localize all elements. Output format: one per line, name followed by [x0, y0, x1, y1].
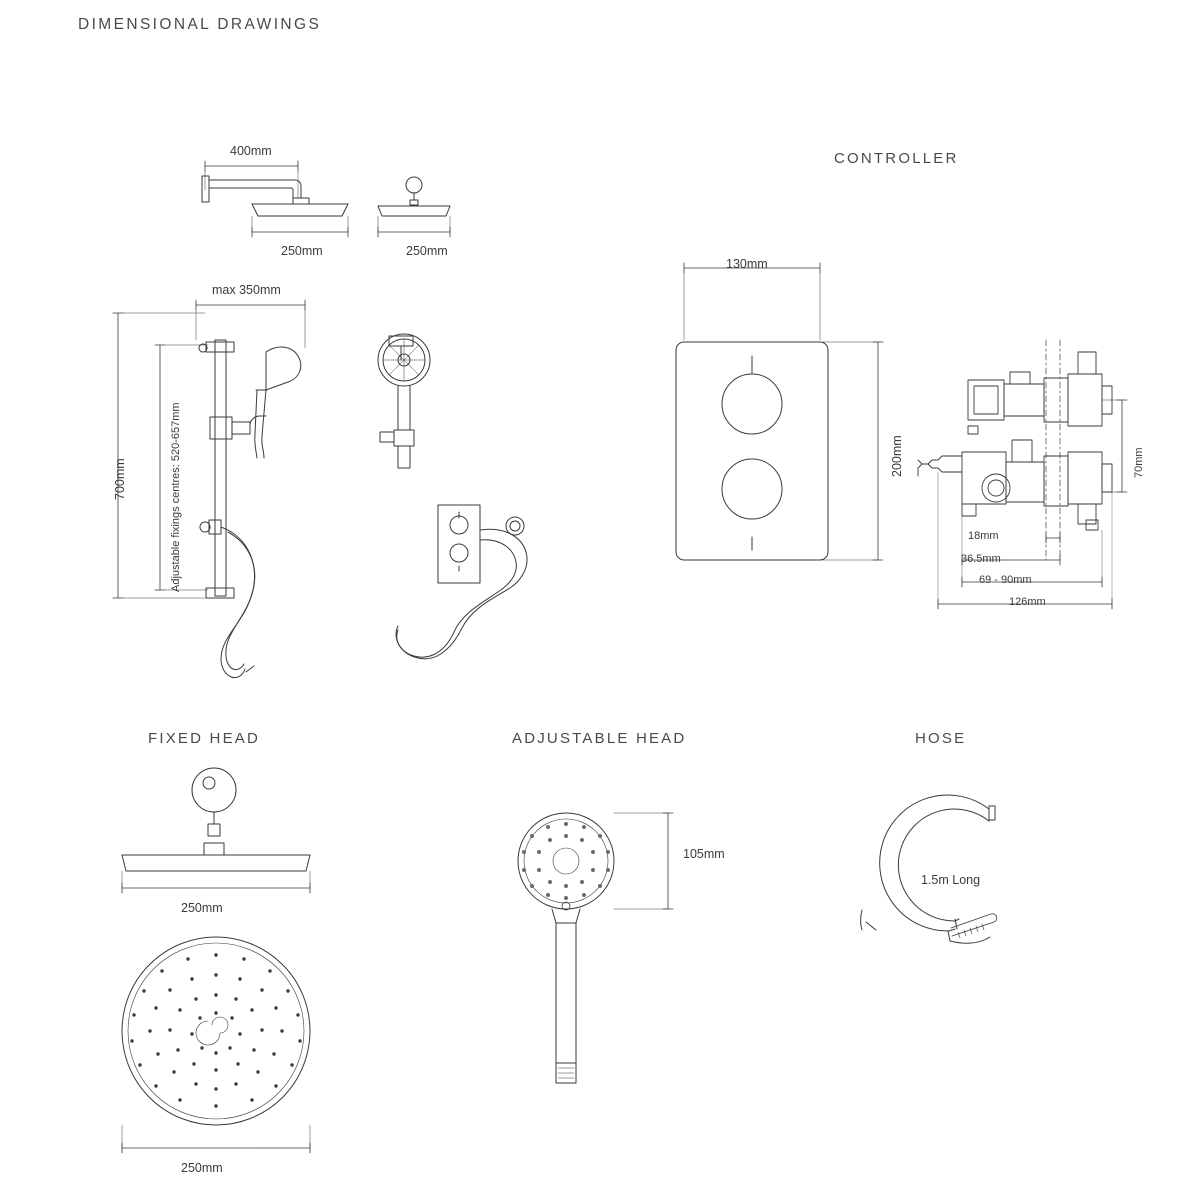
dim-handset-length: 105mm	[683, 847, 725, 861]
dim-rail-height: 700mm	[113, 458, 127, 500]
dim-valve-365: 36.5mm	[961, 553, 1001, 565]
dim-fixed-head-plate-width: 250mm	[181, 901, 223, 915]
dim-hose-length: 1.5m Long	[921, 873, 981, 887]
drawing-adjustable-head	[518, 813, 673, 1083]
dim-fixed-head-face-width: 250mm	[181, 1161, 223, 1175]
drawing-fixed-head-front	[122, 768, 310, 1153]
dim-fixed-head-width-top2: 250mm	[406, 244, 448, 258]
page-title: DIMENSIONAL DRAWINGS	[78, 16, 322, 33]
drawing-wall-arm	[202, 161, 348, 237]
dim-fixed-head-width-top: 250mm	[281, 244, 323, 258]
dim-rail-fixings: Adjustable fixings centres: 520-657mm	[170, 402, 182, 592]
dim-rail-max: max 350mm	[212, 283, 281, 297]
dim-controller-width: 130mm	[726, 257, 768, 271]
drawing-valve-body	[918, 340, 1127, 609]
drawing-controller-plate	[676, 263, 883, 560]
section-label-hose: HOSE	[915, 730, 967, 747]
section-label-adjustable-head: ADJUSTABLE HEAD	[512, 730, 687, 747]
drawing-fixed-head-top	[378, 177, 450, 237]
drawing-handset-assembly	[378, 334, 527, 659]
dim-arm-reach: 400mm	[230, 144, 272, 158]
dim-valve-70: 70mm	[1133, 447, 1145, 478]
dim-valve-69-90: 69 - 90mm	[979, 574, 1032, 586]
dim-valve-126: 126mm	[1009, 596, 1046, 608]
drawing-slide-rail	[113, 300, 305, 678]
section-label-fixed-head: FIXED HEAD	[148, 730, 261, 747]
dim-controller-height: 200mm	[890, 435, 904, 477]
dim-valve-18: 18mm	[968, 530, 999, 542]
drawing-hose	[861, 795, 997, 943]
section-label-controller: CONTROLLER	[834, 150, 959, 167]
